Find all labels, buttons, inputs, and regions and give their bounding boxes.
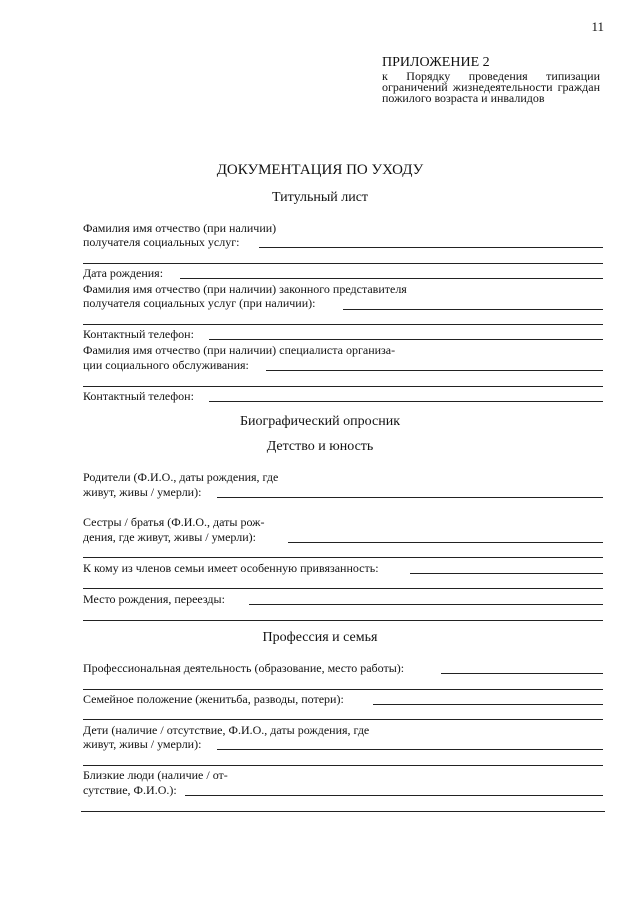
appendix-description: к Порядку проведения типизации ограничений жизнедеятельности граждан пожилого возраста и инвалидов (382, 69, 600, 105)
birth-date-label: Дата рождения: (83, 266, 164, 280)
work-label: Профессиональная деятельность (образование, место работы): (83, 661, 405, 675)
guardian-name-extra-line[interactable] (83, 324, 603, 325)
specialist-name-label-2: ции социального обслуживания: (83, 358, 249, 372)
siblings-label-2: дения, где живут, живы / умерли): (83, 530, 256, 544)
title-sheet-heading: Титульный лист (271, 190, 369, 205)
children-input-line[interactable] (217, 749, 603, 750)
children-label-1: Дети (наличие / отсутствие, Ф.И.О., даты рождения, где (83, 723, 370, 737)
parents-label-2: живут, живы / умерли): (83, 485, 202, 499)
appendix-block (382, 55, 600, 104)
guardian-name-label-2: получателя социальных услуг (при наличии): (83, 296, 316, 310)
children-extra-line[interactable] (83, 765, 603, 766)
questionnaire-heading: Биографический опросник (240, 414, 400, 429)
recipient-name-label-1: Фамилия имя отчество (при наличии) (83, 221, 277, 235)
contact-phone-label-1: Контактный телефон: (83, 327, 194, 341)
close-people-extra-line[interactable] (81, 811, 605, 812)
siblings-input-line[interactable] (288, 542, 603, 543)
specialist-name-extra-line[interactable] (83, 386, 603, 387)
contact-phone-label-2: Контактный телефон: (83, 389, 194, 403)
attachment-input-line[interactable] (410, 573, 603, 574)
specialist-name-input-line[interactable] (266, 370, 603, 371)
work-extra-line[interactable] (83, 689, 603, 690)
recipient-name-label-2: получателя социальных услуг: (83, 235, 240, 249)
attachment-extra-line[interactable] (83, 588, 603, 589)
document-title: ДОКУМЕНТАЦИЯ ПО УХОДУ (216, 162, 424, 178)
birthplace-label: Место рождения, переезды: (83, 592, 225, 606)
contact-phone-input-line-2[interactable] (209, 401, 603, 402)
guardian-name-input-line[interactable] (343, 309, 603, 310)
contact-phone-input-line-1[interactable] (209, 339, 603, 340)
attachment-label: К кому из членов семьи имеет особенную привязанность: (83, 561, 379, 575)
close-people-input-line[interactable] (185, 795, 603, 796)
recipient-name-input-line[interactable] (259, 247, 603, 248)
close-people-label-1: Близкие люди (наличие / от- (83, 768, 228, 782)
page-number: 11 (591, 19, 604, 34)
specialist-name-label-1: Фамилия имя отчество (при наличии) специалиста организа- (83, 343, 396, 357)
birthplace-input-line[interactable] (249, 604, 603, 605)
siblings-extra-line[interactable] (83, 557, 603, 558)
parents-label-1: Родители (Ф.И.О., даты рождения, где (83, 470, 279, 484)
birthplace-extra-line[interactable] (83, 620, 603, 621)
marital-status-extra-line[interactable] (83, 719, 603, 720)
guardian-name-label-1: Фамилия имя отчество (при наличии) законного представителя (83, 282, 407, 296)
close-people-label-2: сутствие, Ф.И.О.): (83, 783, 177, 797)
birth-date-input-line[interactable] (180, 278, 603, 279)
recipient-name-extra-line[interactable] (83, 263, 603, 264)
work-input-line[interactable] (441, 673, 603, 674)
profession-heading: Профессия и семья (262, 630, 378, 645)
childhood-heading: Детство и юность (266, 439, 374, 454)
appendix-title: ПРИЛОЖЕНИЕ 2 (382, 55, 490, 70)
marital-status-label: Семейное положение (женитьба, разводы, потери): (83, 692, 344, 706)
children-label-2: живут, живы / умерли): (83, 737, 202, 751)
marital-status-input-line[interactable] (373, 704, 603, 705)
siblings-label-1: Сестры / братья (Ф.И.О., даты рож- (83, 515, 265, 529)
parents-input-line[interactable] (217, 497, 603, 498)
